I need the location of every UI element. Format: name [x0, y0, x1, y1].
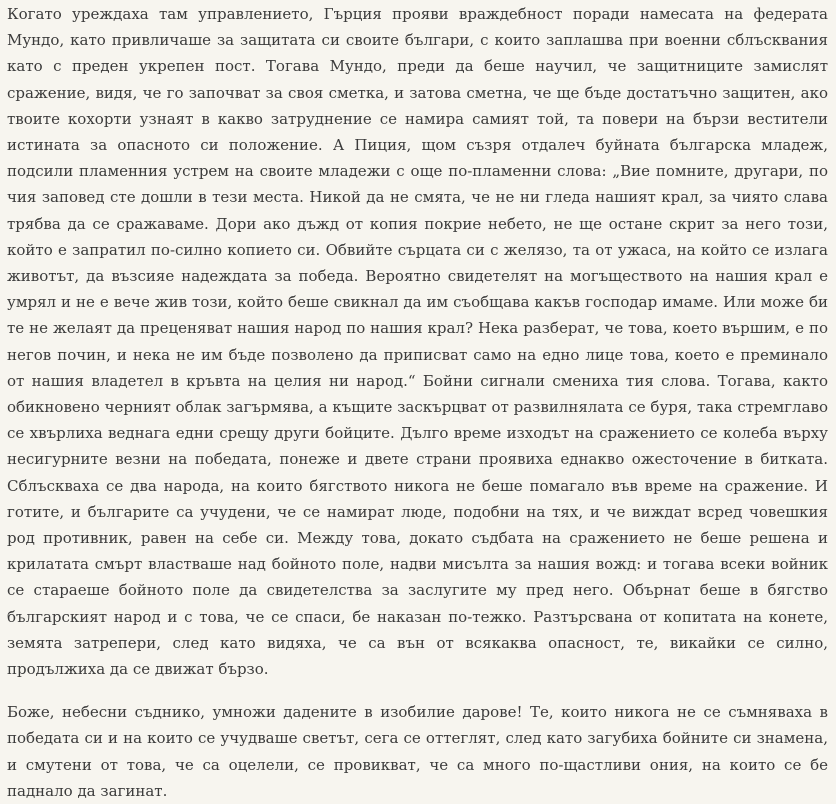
- paragraph-2: Боже, небесни съднико, умножи дадените в изобилие дарове! Те, които никога не се съмняваха в победата си и на които се учудваше светът, сега се оттеглят, след като загубиха бойните си знамена, и смутени от това, че са оцелели, се провикват, че са много по-щастливи ония, на които се бе паднало да загинат.: [7, 703, 828, 800]
- article-body: [0, 1, 836, 800]
- paragraph-1: Когато уреждаха там управлението, Гърция прояви враждебност поради намесата на федерата Мундо, като привличаше за защитата си своите българи, с които заплашва при военни сблъсквания като с преден укрепен пост. Тогава Мундо, преди да беше научил, че защитниците замислят сражение, видя, че го започват за своя сметка, и затова сметна, че ще бъде достатъчно защитен, ако твоите кохорти узнаят в какво затруднение се намира самият той, та повери на бързи вестители истината за опасното си положение. А Пиция, щом съзря отдалеч буйната българска младеж, подсили пламенния устрем на своите младежи с още по-пламенни слова: „Вие помните, другари, по чия заповед сте дошли в тези места. Никой да не смята, че не ни гледа нашият крал, за чиято слава трябва да се сражаваме. Дори ако дъжд от копия покрие небето, не ще остане скрит за него този, който е запратил по-силно копието си. Обвийте сърцата си с желязо, та от ужаса, на който се излага животът, да възсияе надеждата за победа. Вероятно свидетелят на могъществото на нашия крал е умрял и не е вече жив този, който беше свикнал да им съобщава какъв господар имаме. Или може би те не желаят да преценяват нашия народ по нашия крал? Нека разберат, че това, което вършим, е по негов почин, и нека не им бъде позволено да приписват само на едно лице това, което е преминало от нашия владетел в кръвта на целия ни народ.“ Бойни сигнали смениха тия слова. Тогава, както обикновено черният облак загърмява, а къщите заскърцват от развилнялата се буря, така стремглаво се хвърлиха веднага едни срещу други бойците. Дълго време изходът на сражението се колеба върху несигурните везни на победата, понеже и двете страни проявиха еднакво ожесточение в битката. Сблъскваха се два народа, на които бягството никога не беше помагало във време на сражение. И готите, и българите са учудени, че се намират люде, подобни на тях, и че виждат всред човешкия род противник, равен на себе си. Между това, докато съдбата на сражението не беше решена и крилатата смърт властваше над бойното поле, надви мисълта за нашия вожд: и тогава всеки войник се стараеше бойното поле да свидетелства за заслугите му пред него. Обърнат беше в бягство българският народ и с това, че се спаси, бе наказан по-тежко. Разтърсвана от копитата на конете, земята затрепери, след като видяха, че са вън от всякаква опасност, те, викайки се силно, продължиха да се движат бързо.: [7, 5, 828, 679]
